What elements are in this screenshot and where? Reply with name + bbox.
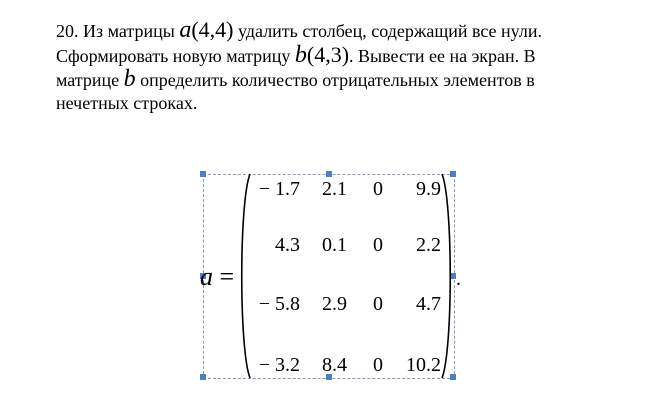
task-text bbox=[56, 18, 656, 115]
matrix-cell: 0 bbox=[373, 293, 383, 315]
matrix-cell: 0.1 bbox=[322, 234, 347, 256]
task-line-1 bbox=[56, 18, 656, 43]
resize-handle-top-center[interactable] bbox=[326, 171, 332, 177]
matrix-cell: 4.3 bbox=[275, 234, 300, 256]
right-parenthesis bbox=[440, 172, 456, 380]
matrix-cell: 2.9 bbox=[322, 293, 347, 315]
equals-sign: = bbox=[219, 262, 235, 291]
matrix-label bbox=[200, 262, 234, 292]
matrix-cell: 2.1 bbox=[322, 178, 347, 200]
task-line-4: нечетных строках. bbox=[56, 93, 198, 113]
task-prefix-3: матрице bbox=[56, 70, 120, 90]
matrix-cell: 4.7 bbox=[416, 293, 441, 315]
sentence-period: . bbox=[456, 268, 461, 290]
task-suffix-2: . Вывести ее на экран. В bbox=[349, 46, 536, 66]
task-line-3 bbox=[56, 68, 656, 92]
task-prefix-1: 20. Из матрицы bbox=[56, 21, 175, 41]
matrix-cell: − 1.7 bbox=[258, 178, 300, 200]
matrix-cell: − 5.8 bbox=[258, 293, 300, 315]
matrix-cell: 0 bbox=[373, 234, 383, 256]
matrix-name: a bbox=[200, 262, 213, 291]
matrix-var-a: a bbox=[179, 17, 192, 43]
matrix-cell: 9.9 bbox=[416, 178, 441, 200]
matrix-cell: − 3.2 bbox=[258, 354, 300, 376]
task-line-2 bbox=[56, 43, 656, 68]
task-suffix-3: определить количество отрицательных элементов в bbox=[140, 70, 535, 90]
matrix-cell: 2.2 bbox=[416, 234, 441, 256]
task-suffix-1: удалить столбец, содержащий все нули. bbox=[238, 21, 543, 41]
matrix-cell: 8.4 bbox=[322, 354, 347, 376]
matrix-var-b: b bbox=[294, 42, 307, 68]
resize-handle-top-left[interactable] bbox=[200, 171, 206, 177]
matrix-b-size: (4,3) bbox=[306, 42, 350, 67]
matrix-var-b-2: b bbox=[123, 66, 136, 92]
resize-handle-bottom-left[interactable] bbox=[200, 374, 206, 380]
left-parenthesis bbox=[236, 172, 252, 380]
matrix-cell: 0 bbox=[373, 354, 383, 376]
matrix-a-size: (4,4) bbox=[191, 17, 234, 42]
matrix-cell: 0 bbox=[373, 178, 383, 200]
task-prefix-2: Сформировать новую матрицу bbox=[56, 46, 291, 66]
matrix-cell: 10.2 bbox=[406, 354, 441, 376]
